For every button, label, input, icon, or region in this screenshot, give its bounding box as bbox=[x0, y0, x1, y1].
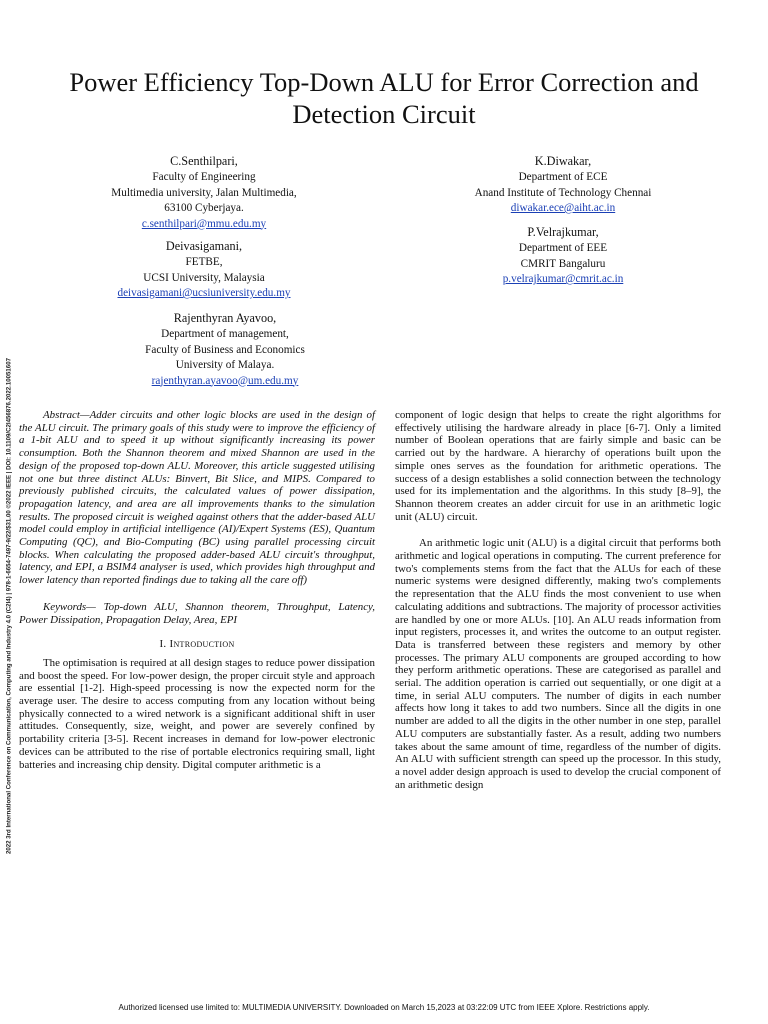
author-affiliation: UCSI University, Malaysia bbox=[143, 271, 265, 284]
author-block bbox=[111, 153, 296, 232]
doi-citation: 2022 3rd International Conference on Communication, Computing and Industry 4.0 (C2I4) | 978-1-6654-7497-9/22/$31.00 ©2022 IEEE | DOI: 10.1109/C2I456876.2022.10051607 bbox=[5, 358, 13, 854]
author-affiliation: Faculty of Engineering bbox=[152, 171, 256, 183]
author-email-link[interactable]: deivasigamani@ucsiuniversity.edu.my bbox=[117, 287, 291, 299]
author-affiliation: University of Malaya. bbox=[175, 359, 275, 371]
left-column bbox=[19, 409, 375, 771]
body-paragraph: An arithmetic logic unit (ALU) is a digital circuit that performs both arithmetic and logical operations in computing. The current preference for two's complements stems from the fact that the ALUs for each of these numeric systems were designed differently, making two's complements the representation that the ALU finds the most convenient to use when calculating additions and subtractions. The majority of processor activities are handled by one or more ALUs. [10]. An ALU reads information from input registers, processes it, and writes the outcome to an output register. Data is transferred between these registers and memory by other processes. The primary ALU components are grouped according to how they perform arithmetic operations. These are categorised as parallel and serial. The addition operation is carried out sequentially, or one digit at a time, in serial ALU computers. The number of digits in each number affects how long it takes to add two numbers. Since all the digits in one number are added to all the digits in the other number in one step, parallel ALU computers are substantially faster. As a result, adding two numbers takes about the same amount of time, regardless of the number of digits. An ALU with sufficient strength can speed up the processor. In this study, a novel adder design approach is used to develop the crucial component of an arithmetic design bbox=[395, 537, 721, 791]
author-name: Deivasigamani, bbox=[165, 239, 243, 253]
author-affiliation: Anand Institute of Technology Chennai bbox=[474, 186, 652, 199]
author-block bbox=[475, 153, 652, 217]
author-name: P.Velrajkumar, bbox=[527, 225, 599, 239]
author-affiliation: Department of management, bbox=[161, 328, 289, 340]
abstract: Abstract—Adder circuits and other logic blocks are used in the design of the ALU circuit. The primary goals of this study were to improve the efficiency of a 1-bit ALU and to speed it up without significantly increasing its power consumption. Both the Shannon theorem and mixed Shannon are used in the design of the proposed top-down ALU. Moreover, this article suggested utilising not one but three distinct ALUs: Binvert, Bit Slice, and MIPS. Compared to previously published circuits, the calculated values of power dissipation, propagation latency, and area are all improvements thanks to the simulation results. The proposed circuit is weighed against others that the adder-based ALU model could employ in artificial intelligence (AI)/Expert Systems (ES), Quantum Computing (QC), and Bio-Computing (BC) using parallel processing circuit blocks. When calculating the proposed adder-based ALU circuit's throughput, latency, and EPI, a BSIM4 analyser is used, which provides high throughput and lower latency than reported findings due to taking all the care off) bbox=[19, 409, 375, 587]
author-affiliation: Department of EEE bbox=[518, 242, 608, 254]
author-affiliation: Faculty of Business and Economics bbox=[145, 343, 305, 356]
author-affiliation: CMRIT Bangaluru bbox=[520, 257, 606, 270]
paper-title: Power Efficiency Top-Down ALU for Error Correction and Detection Circuit bbox=[69, 67, 699, 129]
author-block bbox=[117, 238, 290, 302]
author-name: C.Senthilpari, bbox=[170, 154, 238, 168]
author-email-link[interactable]: rajenthyran.ayavoo@um.edu.my bbox=[151, 374, 299, 387]
author-affiliation: Department of ECE bbox=[518, 171, 608, 183]
author-block bbox=[145, 310, 305, 389]
author-affiliation: FETBE, bbox=[185, 256, 223, 268]
author-affiliation: Multimedia university, Jalan Multimedia, bbox=[111, 186, 297, 199]
keywords: Keywords— Top-down ALU, Shannon theorem, Throughput, Latency, Power Dissipation, Propagation Delay, Area, EPI bbox=[19, 600, 375, 626]
intro-paragraph: The optimisation is required at all design stages to reduce power dissipation and boost the speed. For low-power design, the proper circuit style and approach are essential [1-2]. High-speed processing is now the expected norm for the average user. The desire to access computing from any location without being physically connected to a wired network is a significant additional shift in user attitudes. Consequently, size, weight, and power are severely confined by portability criteria [3-5]. Recent increases in demand for low-power electronic devices can be attributed to the rise of portable electronics requiring small, light batteries and increasing chip density. Digital computer arithmetic is a bbox=[19, 656, 375, 771]
license-footer: Authorized licensed use limited to: MULTIMEDIA UNIVERSITY. Downloaded on March 15,2023 at 03:22:09 UTC from IEEE Xplore. Restrictions apply. bbox=[118, 1003, 650, 1012]
author-name: K.Diwakar, bbox=[534, 154, 592, 168]
author-name: Rajenthyran Ayavoo, bbox=[173, 311, 277, 325]
conference-sidebar bbox=[3, 246, 15, 966]
right-column bbox=[395, 409, 721, 791]
author-email-link[interactable]: diwakar.ece@aiht.ac.in bbox=[510, 202, 616, 214]
author-email-link[interactable]: p.velrajkumar@cmrit.ac.in bbox=[502, 273, 624, 285]
body-paragraph: component of logic design that helps to create the right algorithms for effectively utilising the hardware already in place [6-7]. Only a limited number of Boolean operations that are fairly simple and basic can be carried out by the hardware. A hierarchy of operations built upon the simple ones serves as the foundation for arithmetic operations. The success of a design establishes a solid connection between the technology used for its implementation and the algorithms. In this study [8–9], the Shannon theorem creates an adder circuit for use in an arithmetic logic unit (ALU) circuit. bbox=[395, 409, 721, 523]
author-email-link[interactable]: c.senthilpari@mmu.edu.my bbox=[141, 217, 267, 230]
author-block bbox=[503, 224, 624, 288]
section-heading-introduction: I. Introduction bbox=[159, 638, 235, 651]
author-affiliation: 63100 Cyberjaya. bbox=[164, 202, 244, 214]
